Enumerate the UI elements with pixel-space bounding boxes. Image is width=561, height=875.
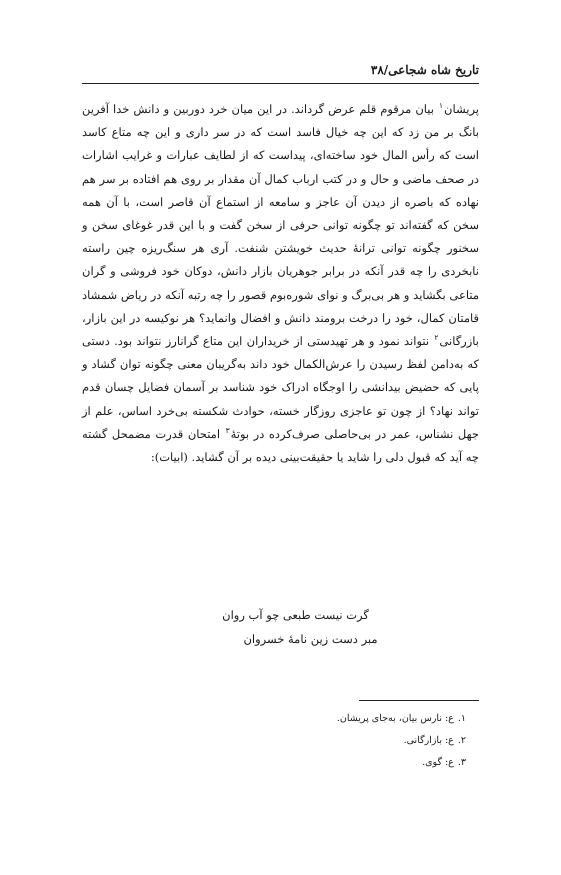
footnote-number: ۲. xyxy=(457,735,466,746)
footnote-rule xyxy=(359,700,479,701)
footnote-ref-1: ۱ xyxy=(439,101,444,111)
footnote-2 xyxy=(86,730,466,752)
footnotes xyxy=(86,708,466,774)
footnote-ref-3: ۳ xyxy=(225,426,230,436)
text-segment-3: نتواند نمود و هر تهیدستی از خریداران این متاع گرانارز نتواند بود. دستی که به‌دامن لفظ رسیدن را عرش‌الکمال خود داند به‌گریبان معنی چگونه توان گشاد و پایی که حضیض بیدانشی را اوجگاه ادراک خود شناسد بر آسمان فضایل چسان قدم تواند نهاد؟ از چون تو عاجزی روزگار خسته، حوادث شکسته بی‌خرد اساس، علم از جهل نشناس، عمر در بی‌حاصلی صرف‌کرده در بوتهٔ xyxy=(82,334,479,441)
text-segment-2: بیان مرقوم قلم عرض گرداند. در این میان خرد دوربین و دانش خدا آفرین بانگ بر من زد که این چه خیال فاسد است که در سر داری و این چه متاع کاسد است که رأس المال خود ساخته‌ای، پیداست که از لطایف عبارات و غرایب اشارات در صحف ماضی و حال و در کتب ارباب کمال آن مقدار بر روی هم افتاده بر سر هم نهاده که باصره از دیدن آن عاجز و سامعه از استماع آن قاصر است، با آن همه سخن که گفته‌اند تو چگونه توانی حرفی از سخن گفت و با این قدر غوغای سخن و سخنور چگونه توانی ترانهٔ حدیث خویشتن شنفت. آری هر سنگ‌ریزه چین راسته نابخردی را چه قدر آنکه در برابر جوهریان بازار دانش، دوکان خود فروشی و گران متاعی بگشاید و هر بی‌برگ و نوای شوره‌بوم قصور را چه رتبه آنکه در ریاض شمشاد قامتان کمال، خود را درخت برومند دانش و افضال وانماید؟ هر نوکیسه در این بازار، بازرگانی xyxy=(82,102,479,349)
verse-line-1: گرت نیست طبعی چو آب روان xyxy=(222,608,369,622)
footnote-ref-2: ۲ xyxy=(434,333,439,343)
text-segment-1: پریشان xyxy=(444,102,479,116)
footnote-text: ع: گوی. xyxy=(422,757,454,768)
running-header: تاریخ شاه شجاعی/۳۸ xyxy=(370,63,479,77)
verse-line-2: مبر دست زین نامهٔ خسروان xyxy=(243,632,378,646)
footnote-text: ع: نارس بیان، به‌جای پریشان. xyxy=(336,713,454,724)
footnote-number: ۱. xyxy=(457,713,466,724)
main-paragraph xyxy=(82,98,479,469)
footnote-1 xyxy=(86,708,466,730)
header-rule xyxy=(82,83,479,84)
text-segment-4: امتحان قدرت مضمحل گشته چه آید که قبول دلی را شاید یا حقیقت‌بینی دیده بر آن گشاید. (ابیات): xyxy=(82,426,479,465)
footnote-3 xyxy=(86,752,466,774)
paragraph-text xyxy=(82,98,479,469)
footnote-number: ۳. xyxy=(457,757,466,768)
footnote-text: ع: بازارگانی. xyxy=(403,735,454,746)
